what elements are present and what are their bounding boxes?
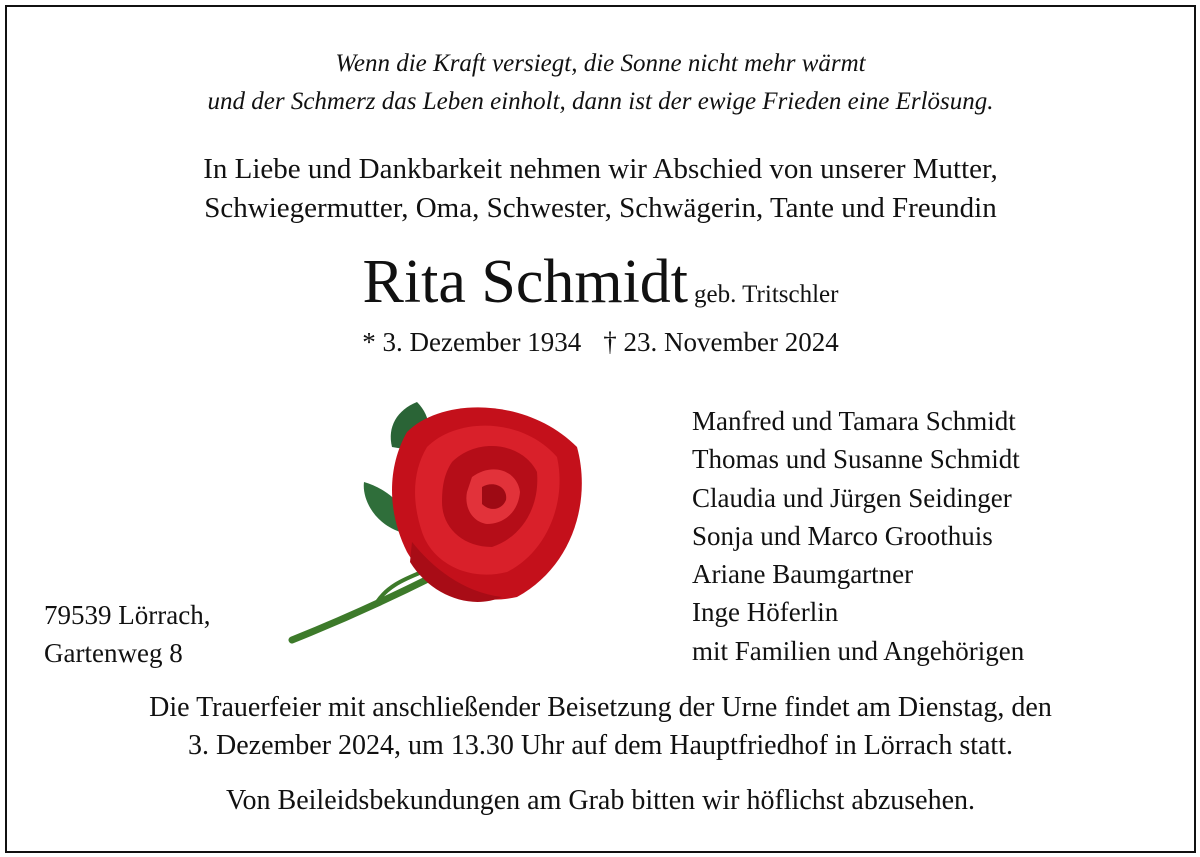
address-block xyxy=(44,596,210,672)
birth-date: * 3. Dezember 1934 xyxy=(362,327,582,357)
intro-line-2: Schwiegermutter, Oma, Schwester, Schwägerin, Tante und Freundin xyxy=(204,192,997,224)
mourner-item: Ariane Baumgartner xyxy=(692,559,914,590)
mourner-item: Inge Höferlin xyxy=(692,597,839,628)
rose-icon xyxy=(282,392,602,652)
motto-line-1: Wenn die Kraft versiegt, die Sonne nicht mehr wärmt xyxy=(335,50,866,77)
mourner-item: Sonja und Marco Groothuis xyxy=(692,520,993,551)
address-line-1: 79539 Lörrach, xyxy=(44,600,211,630)
mourner-item: Claudia und Jürgen Seidinger xyxy=(692,482,1012,513)
address-line-2: Gartenweg 8 xyxy=(44,638,183,668)
service-line-1: Die Trauerfeier mit anschließender Beisetzung der Urne findet am Dienstag, den xyxy=(149,692,1052,723)
mourner-item: mit Familien und Angehörigen xyxy=(692,635,1025,666)
deceased-name-line xyxy=(7,247,1194,318)
condolence-note: Von Beileidsbekundungen am Grab bitten wir höflichst abzusehen. xyxy=(225,785,976,816)
mourner-item: Manfred und Tamara Schmidt xyxy=(692,406,1016,436)
intro-line-1: In Liebe und Dankbarkeit nehmen wir Abschied von unserer Mutter, xyxy=(203,153,998,185)
motto-line-2: und der Schmerz das Leben einholt, dann ist der ewige Frieden eine Erlösung. xyxy=(207,88,994,115)
mourner-item: Thomas und Susanne Schmidt xyxy=(692,444,1020,475)
funeral-service-info xyxy=(7,689,1194,765)
death-date: † 23. November 2024 xyxy=(603,327,839,357)
obituary-notice xyxy=(5,5,1196,853)
life-dates xyxy=(7,327,1194,358)
mourners-list xyxy=(692,402,1024,670)
deceased-name: Rita Schmidt xyxy=(362,248,689,316)
service-line-2: 3. Dezember 2024, um 13.30 Uhr auf dem Hauptfriedhof in Lörrach statt. xyxy=(188,730,1013,761)
maiden-name: geb. Tritschler xyxy=(694,281,839,308)
